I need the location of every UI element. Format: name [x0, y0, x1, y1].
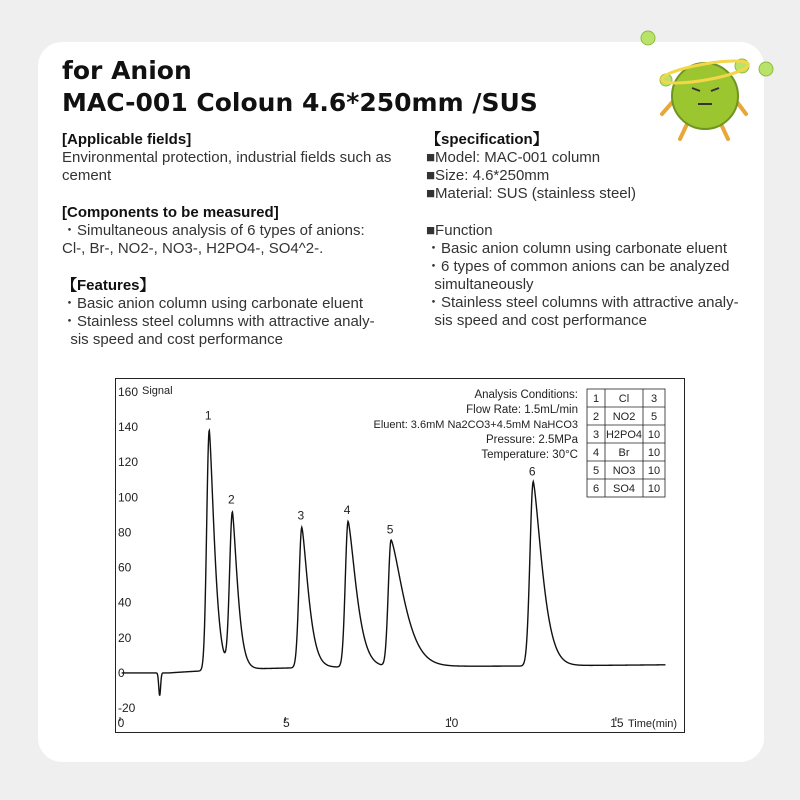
y-tick-label: 20 [118, 630, 132, 645]
y-tick-label: 80 [118, 525, 132, 540]
function-heading: ■Function [426, 222, 493, 239]
peak-table-cell: Br [618, 447, 630, 459]
conditions-eluent: Eluent: 3.6mM Na2CO3+4.5mM NaHCO3 [373, 419, 578, 431]
features-line: ・Stainless steel columns with attractive analy- [62, 313, 375, 330]
peak-label: 3 [297, 508, 305, 523]
y-tick-label: 60 [118, 560, 132, 575]
spec-line: ■Size: 4.6*250mm [426, 167, 550, 184]
y-tick-label: 100 [118, 490, 139, 505]
peak-table [587, 389, 665, 497]
x-tick-label: 15 [610, 716, 624, 730]
peak-table-cell: 4 [592, 447, 600, 459]
peak-table-cell: 10 [647, 429, 661, 441]
spec-line: ■Material: SUS (stainless steel) [426, 185, 636, 202]
page-title: for Anion [62, 56, 192, 85]
peak-table-cell: 10 [647, 465, 661, 477]
peak-label: 4 [343, 503, 351, 518]
spec-line: ■Model: MAC-001 column [426, 149, 601, 166]
peak-table-cell: 5 [650, 411, 658, 423]
features-heading: 【Features】 [62, 277, 155, 294]
peak-table-cell: 1 [592, 393, 600, 405]
spec-heading: 【specification】 [426, 131, 548, 148]
function-line: ・6 types of common anions can be analyzed [426, 258, 730, 275]
peak-label: 2 [228, 492, 235, 507]
y-tick-label: 160 [118, 385, 139, 399]
function-line: ・Stainless steel columns with attractive analy- [426, 294, 739, 311]
peak-table-cell: 5 [592, 465, 600, 477]
peak-table-cell: 10 [647, 483, 661, 495]
components-heading: [Components to be measured] [62, 204, 279, 221]
peak-table-cell: Cl [618, 393, 630, 405]
conditions-temperature: Temperature: 30°C [481, 449, 578, 461]
components-line: ・Simultaneous analysis of 6 types of anions: [62, 222, 365, 239]
conditions-pressure: Pressure: 2.5MPa [485, 434, 578, 446]
x-tick-label: 0 [117, 716, 125, 730]
peak-label: 6 [528, 464, 536, 479]
y-tick-label: 0 [118, 665, 125, 680]
conditions-flow-rate: Flow Rate: 1.5mL/min [466, 404, 578, 416]
peak-table-cell: 6 [592, 483, 600, 495]
mascot-orb-3 [759, 62, 773, 76]
peak-table-cell: 3 [650, 393, 658, 405]
peak-table-cell: H2PO4 [605, 429, 643, 441]
x-tick-label: 5 [282, 716, 290, 730]
page-subtitle: MAC-001 Coloun 4.6*250mm /SUS [62, 88, 538, 117]
peak-table-cell: 3 [592, 429, 600, 441]
features-line: sis speed and cost performance [62, 331, 283, 348]
peak-label: 5 [386, 522, 394, 537]
applicable-text: Environmental protection, industrial fields such as cement [62, 149, 392, 184]
conditions-title: Analysis Conditions: [474, 389, 578, 401]
features-line: ・Basic anion column using carbonate eluent [62, 295, 364, 312]
right-column [426, 131, 761, 330]
function-line: sis speed and cost performance [426, 312, 647, 329]
y-tick-label: 120 [118, 455, 139, 470]
peak-table-cell: NO2 [612, 411, 636, 423]
y-tick-label: -20 [118, 701, 136, 715]
function-line: ・Basic anion column using carbonate eluent [426, 240, 728, 257]
peak-table-cell: 2 [592, 411, 600, 423]
chromatogram-chart [115, 378, 685, 733]
peak-table-cell: NO3 [612, 465, 636, 477]
y-axis-label: Signal [142, 385, 173, 397]
x-tick-label: 10 [444, 716, 459, 730]
peak-label: 1 [204, 408, 212, 423]
x-axis-label: Time(min) [628, 718, 678, 730]
components-line: Cl-, Br-, NO2-, NO3-, H2PO4-, SO4^2-. [62, 240, 324, 257]
mascot-orb-1 [641, 31, 655, 45]
y-tick-label: 40 [118, 595, 132, 610]
peak-table-cell: SO4 [612, 483, 636, 495]
left-column [62, 131, 392, 349]
function-line: simultaneously [426, 276, 534, 293]
mascot-body [672, 63, 738, 129]
peak-table-cell: 10 [647, 447, 661, 459]
y-tick-label: 140 [118, 420, 139, 435]
mascot-illustration [636, 26, 778, 146]
applicable-heading: [Applicable fields] [62, 131, 192, 148]
